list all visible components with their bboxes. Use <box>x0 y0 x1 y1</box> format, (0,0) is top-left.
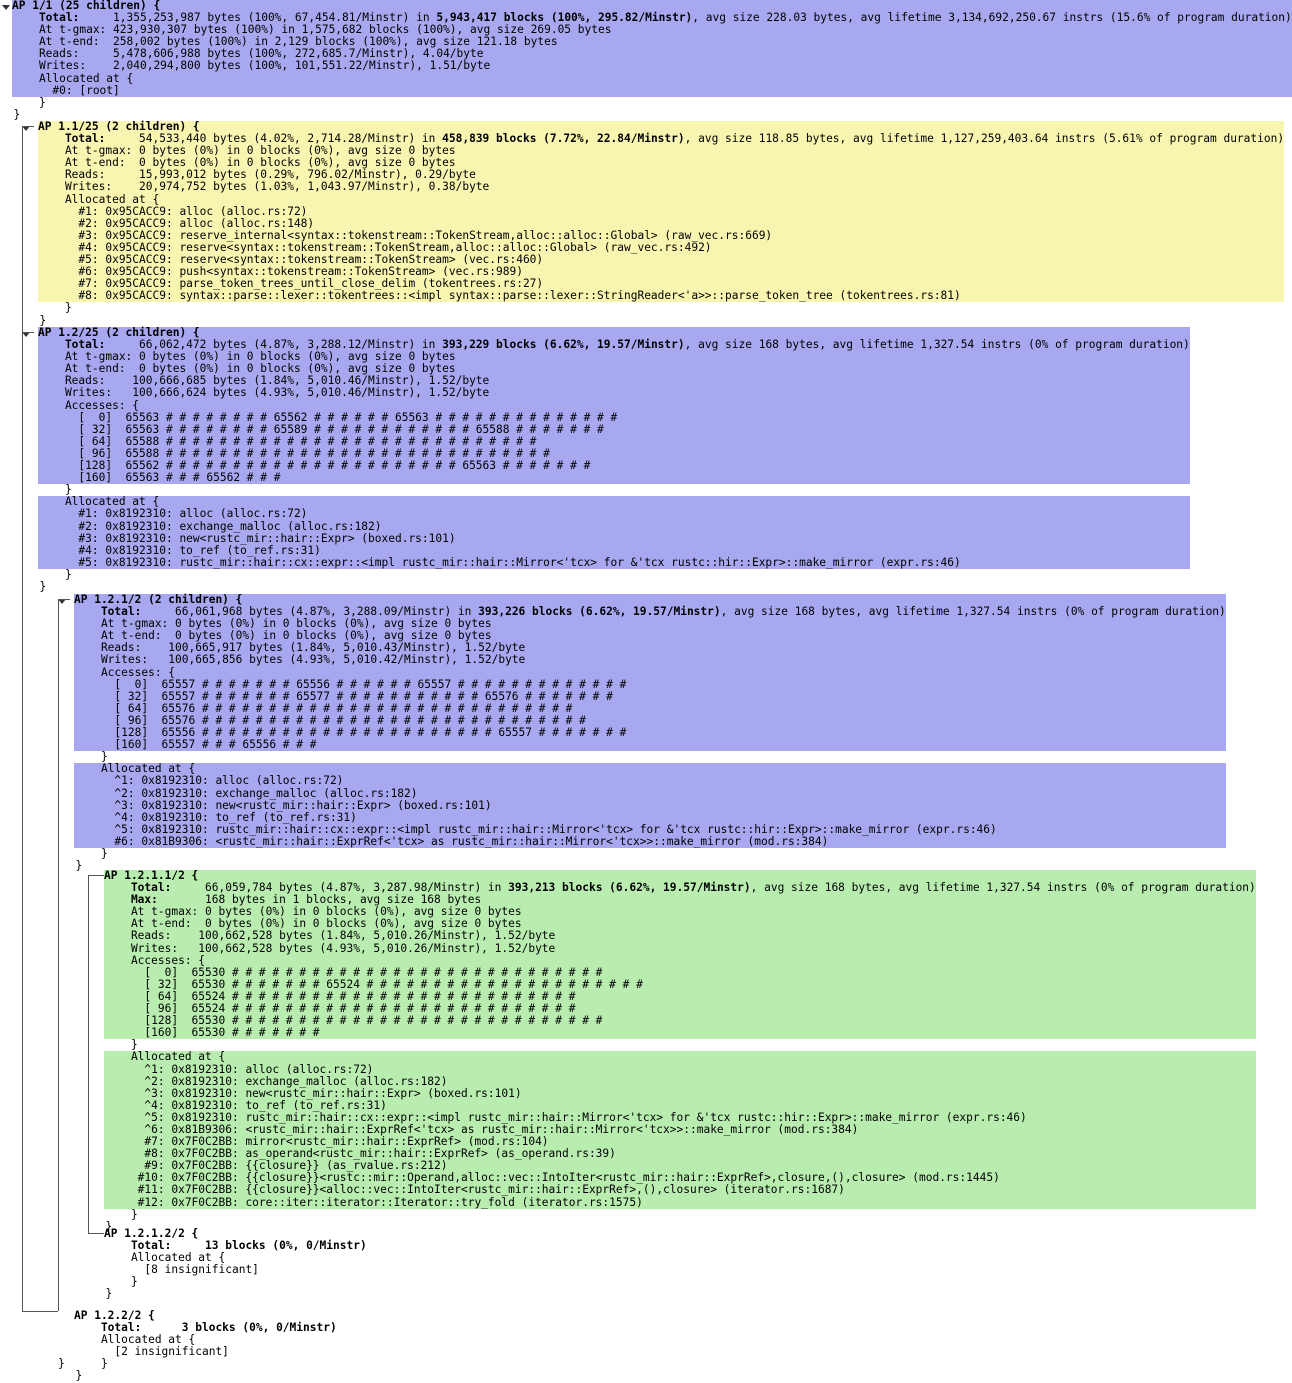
node-line: } <box>92 1287 113 1301</box>
accesses-row: [ 96] 65588 # # # # # # # # # # # # # # # # # # # # # # # # # # # # # <box>38 448 1190 460</box>
node-line: #0: [root] <box>12 85 1292 97</box>
node-line: Allocated at { <box>38 194 1284 206</box>
node-line: ^5: 0x8192310: rustc_mir::hair::cx::expr::<impl rustc_mir::hair::Mirror<'tcx> for &'tcx rustc::hir::Expr>::make_mirror (expr.rs:46) <box>104 1112 1256 1124</box>
node-line: } <box>74 846 108 860</box>
node-line: Accesses: { <box>38 400 1190 412</box>
node-line: ^5: 0x8192310: rustc_mir::hair::cx::expr::<impl rustc_mir::hair::Mirror<'tcx> for &'tcx rustc::hir::Expr>::make_mirror (expr.rs:46) <box>74 824 1226 836</box>
node-line-total: Total: 66,062,472 bytes (4.87%, 3,288.12/Minstr) in 393,229 blocks (6.62%, 19.57/Minstr), avg size 168 bytes, avg lifetime 1,327.54 instrs (0% of program duration) <box>38 338 1190 352</box>
tree-tail-brace <box>58 1358 65 1370</box>
node-line: At t-gmax: 0 bytes (0%) in 0 blocks (0%), avg size 0 bytes <box>38 351 1190 363</box>
accesses-row: [160] 65563 # # # 65562 # # # <box>38 472 1190 484</box>
node-line: ^1: 0x8192310: alloc (alloc.rs:72) <box>74 775 1226 787</box>
node-line: } <box>104 1207 138 1221</box>
tree-node-ap-1-2-1-1-2 <box>88 870 1256 1233</box>
node-line: #10: 0x7F0C2BB: {{closure}}<rustc::mir::Operand,alloc::vec::IntoIter<rustc_mir::hair::ExprRef>,closure,(),closure> (mod.rs:1445) <box>104 1172 1256 1184</box>
collapse-toggle-ap-1-1-25[interactable] <box>22 126 30 131</box>
node-line: Reads: 15,993,012 bytes (0.29%, 796.02/Minstr), 0.29/byte <box>38 169 1284 181</box>
node-line: Writes: 100,665,856 bytes (4.93%, 5,010.42/Minstr), 1.52/byte <box>74 654 1226 666</box>
node-header[interactable]: AP 1.2/25 (2 children) { <box>38 327 1190 339</box>
accesses-row: [ 32] 65530 # # # # # # # 65524 # # # # # # # # # # # # # # # # # # # # # <box>104 979 1256 991</box>
node-line: [8 insignificant] <box>104 1263 259 1277</box>
node-line: ^4: 0x8192310: to_ref (to_ref.rs:31) <box>74 812 1226 824</box>
node-line: Allocated at { <box>104 1051 1256 1063</box>
node-line: } <box>38 483 72 497</box>
node-line: } <box>58 1357 65 1370</box>
node-line: } <box>38 567 72 581</box>
node-line: } <box>26 313 47 327</box>
node-line-total: Total: 66,061,968 bytes (4.87%, 3,288.09/Minstr) in 393,226 blocks (6.62%, 19.57/Minstr), avg size 168 bytes, avg lifetime 1,327.54 instrs (0% of program duration) <box>74 605 1226 619</box>
node-line: #5: 0x95CACC9: reserve<syntax::tokenstream::TokenStream> (vec.rs:460) <box>38 254 1284 266</box>
node-line: Reads: 100,666,685 bytes (1.84%, 5,010.46/Minstr), 1.52/byte <box>38 375 1190 387</box>
accesses-row: [ 0] 65563 # # # # # # # # 65562 # # # # # # 65563 # # # # # # # # # # # # # # <box>38 412 1190 424</box>
node-line: Writes: 20,974,752 bytes (1.03%, 1,043.97/Minstr), 0.38/byte <box>38 181 1284 193</box>
node-line: #2: 0x95CACC9: alloc (alloc.rs:148) <box>38 218 1284 230</box>
node-line: } <box>104 1275 138 1289</box>
node-line: #8: 0x95CACC9: syntax::parse::lexer::tokentrees::<impl syntax::parse::lexer::StringReader<'a>>::parse_token_tree (tokentrees.rs:81) <box>38 290 1284 302</box>
node-header[interactable]: AP 1.2.1.1/2 { <box>104 870 1256 882</box>
node-line-total: Total: 66,059,784 bytes (4.87%, 3,287.98/Minstr) in 393,213 blocks (6.62%, 19.57/Minstr), avg size 168 bytes, avg lifetime 1,327.54 instrs (0% of program duration) <box>104 881 1256 895</box>
node-line: #6: 0x95CACC9: push<syntax::tokenstream::TokenStream> (vec.rs:989) <box>38 266 1284 278</box>
node-line: Allocated at { <box>74 1333 196 1347</box>
tree-node-ap-1-2-2-2 <box>58 1310 337 1383</box>
tree-node-ap-1-2-1-2 <box>58 594 1226 872</box>
node-line: #8: 0x7F0C2BB: as_operand<rustc_mir::hair::ExprRef> (as_operand.rs:39) <box>104 1148 1256 1160</box>
accesses-row: [ 32] 65557 # # # # # # # 65577 # # # # # # # # # # # 65576 # # # # # # # <box>74 691 1226 703</box>
node-header[interactable]: AP 1/1 (25 children) { <box>12 0 1292 12</box>
node-line: At t-gmax: 0 bytes (0%) in 0 blocks (0%), avg size 0 bytes <box>74 618 1226 630</box>
accesses-row: [ 96] 65576 # # # # # # # # # # # # # # # # # # # # # # # # # # # # # <box>74 715 1226 727</box>
node-header[interactable]: AP 1.2.1.2/2 { <box>104 1227 199 1240</box>
node-line: } <box>26 579 47 593</box>
node-line: } <box>38 301 72 315</box>
node-line: At t-gmax: 0 bytes (0%) in 0 blocks (0%), avg size 0 bytes <box>104 906 1256 918</box>
collapse-toggle-ap-1-2-25[interactable] <box>22 332 30 337</box>
node-line: Writes: 100,666,624 bytes (4.93%, 5,010.46/Minstr), 1.52/byte <box>38 387 1190 399</box>
node-line: #11: 0x7F0C2BB: {{closure}}<alloc::vec::IntoIter<rustc_mir::hair::ExprRef>,(),closure> (iterator.rs:1687) <box>104 1184 1256 1196</box>
node-line: #12: 0x7F0C2BB: core::iter::iterator::Iterator::try_fold (iterator.rs:1575) <box>104 1197 1256 1209</box>
tree-node-ap-1-1 <box>0 0 1292 121</box>
node-line: ^3: 0x8192310: new<rustc_mir::hair::Expr> (boxed.rs:101) <box>74 800 1226 812</box>
accesses-row: [ 0] 65557 # # # # # # # 65556 # # # # # # 65557 # # # # # # # # # # # # # <box>74 679 1226 691</box>
node-line: #1: 0x95CACC9: alloc (alloc.rs:72) <box>38 206 1284 218</box>
node-line: #7: 0x95CACC9: parse_token_trees_until_close_delim (tokentrees.rs:27) <box>38 278 1284 290</box>
node-line: } <box>92 1219 113 1233</box>
node-line: At t-end: 0 bytes (0%) in 0 blocks (0%), avg size 0 bytes <box>38 363 1190 375</box>
tree-node-ap-1-2-1-2-2 <box>88 1228 367 1301</box>
node-line: ^2: 0x8192310: exchange_malloc (alloc.rs:182) <box>104 1076 1256 1088</box>
collapse-toggle-ap-1-1[interactable] <box>2 5 10 10</box>
node-line: At t-end: 0 bytes (0%) in 0 blocks (0%), avg size 0 bytes <box>38 157 1284 169</box>
accesses-row: [ 32] 65563 # # # # # # # # 65589 # # # # # # # # # # # # 65588 # # # # # # # <box>38 424 1190 436</box>
node-line: #7: 0x7F0C2BB: mirror<rustc_mir::hair::ExprRef> (mod.rs:104) <box>104 1136 1256 1148</box>
node-header[interactable]: AP 1.2.1/2 (2 children) { <box>74 594 1226 606</box>
node-line: Allocated at { <box>38 496 1190 508</box>
tree-node-ap-1-2-25 <box>22 327 1190 593</box>
accesses-row: [128] 65530 # # # # # # # # # # # # # # # # # # # # # # # # # # # # <box>104 1015 1256 1027</box>
node-line: #3: 0x8192310: new<rustc_mir::hair::Expr> (boxed.rs:101) <box>38 533 1190 545</box>
node-line: Reads: 100,662,528 bytes (1.84%, 5,010.26/Minstr), 1.52/byte <box>104 930 1256 942</box>
node-line: } <box>62 1369 83 1383</box>
node-line: At t-gmax: 423,930,307 bytes (100%) in 1,575,682 blocks (100%), avg size 269.05 bytes <box>12 24 1292 36</box>
node-line-total: Total: 3 blocks (0%, 0/Minstr) <box>74 1321 337 1335</box>
node-line-max: Max: 168 bytes in 1 blocks, avg size 168 bytes <box>104 894 1256 906</box>
node-header[interactable]: AP 1.1/25 (2 children) { <box>38 121 1284 133</box>
node-line: Accesses: { <box>104 955 1256 967</box>
node-line: Reads: 100,665,917 bytes (1.84%, 5,010.43/Minstr), 1.52/byte <box>74 642 1226 654</box>
node-line: ^6: 0x81B9306: <rustc_mir::hair::ExprRef<'tcx> as rustc_mir::hair::Mirror<'tcx>>::make_mirror (mod.rs:384) <box>104 1124 1256 1136</box>
accesses-row: [ 64] 65588 # # # # # # # # # # # # # # # # # # # # # # # # # # # # <box>38 436 1190 448</box>
accesses-row: [160] 65530 # # # # # # # <box>104 1027 1256 1039</box>
node-line: At t-end: 0 bytes (0%) in 0 blocks (0%), avg size 0 bytes <box>74 630 1226 642</box>
accesses-row: [ 64] 65576 # # # # # # # # # # # # # # # # # # # # # # # # # # # # <box>74 703 1226 715</box>
node-line-total: Total: 1,355,253,987 bytes (100%, 67,454.81/Minstr) in 5,943,417 blocks (100%, 295.82/Minstr), avg size 228.03 bytes, avg lifetime 3,134,692,250.67 instrs (15.6% of program duration) <box>12 11 1292 25</box>
node-line: } <box>12 95 46 109</box>
node-line: ^2: 0x8192310: exchange_malloc (alloc.rs:182) <box>74 788 1226 800</box>
collapse-toggle-ap-1-2-1-2[interactable] <box>58 599 66 604</box>
node-line: #9: 0x7F0C2BB: {{closure}} (as_rvalue.rs:212) <box>104 1160 1256 1172</box>
node-header[interactable]: AP 1.2.2/2 { <box>74 1309 155 1322</box>
node-line: Reads: 5,478,606,988 bytes (100%, 272,685.7/Minstr), 4.04/byte <box>12 48 1292 60</box>
node-line: } <box>0 107 21 121</box>
node-line: #5: 0x8192310: rustc_mir::hair::cx::expr::<impl rustc_mir::hair::Mirror<'tcx> for &'tcx rustc::hir::Expr>::make_mirror (expr.rs:46) <box>38 557 1190 569</box>
node-line: #1: 0x8192310: alloc (alloc.rs:72) <box>38 508 1190 520</box>
node-line: Writes: 100,662,528 bytes (4.93%, 5,010.26/Minstr), 1.52/byte <box>104 943 1256 955</box>
node-line: At t-end: 258,002 bytes (100%) in 2,129 blocks (100%), avg size 121.18 bytes <box>12 36 1292 48</box>
node-line: Allocated at { <box>104 1251 226 1265</box>
node-line: ^1: 0x8192310: alloc (alloc.rs:72) <box>104 1064 1256 1076</box>
accesses-row: [128] 65556 # # # # # # # # # # # # # # # # # # # # # # 65557 # # # # # # # <box>74 727 1226 739</box>
accesses-row: [ 64] 65524 # # # # # # # # # # # # # # # # # # # # # # # # # # <box>104 991 1256 1003</box>
node-line: Accesses: { <box>74 667 1226 679</box>
node-line: Allocated at { <box>12 73 1292 85</box>
node-line: ^3: 0x8192310: new<rustc_mir::hair::Expr> (boxed.rs:101) <box>104 1088 1256 1100</box>
tree-node-ap-1-1-25 <box>22 121 1284 327</box>
node-line: [2 insignificant] <box>74 1345 229 1359</box>
node-line-total: Total: 13 blocks (0%, 0/Minstr) <box>104 1239 367 1253</box>
node-line: } <box>74 750 108 764</box>
node-line: #3: 0x95CACC9: reserve_internal<syntax::tokenstream::TokenStream,alloc::alloc::Global> (raw_vec.rs:669) <box>38 230 1284 242</box>
node-line: #4: 0x8192310: to_ref (to_ref.rs:31) <box>38 545 1190 557</box>
node-line: } <box>74 1357 108 1371</box>
node-line-total: Total: 54,533,440 bytes (4.02%, 2,714.28/Minstr) in 458,839 blocks (7.72%, 22.84/Minstr), avg size 118.85 bytes, avg lifetime 1,127,259,403.64 instrs (5.61% of program duration) <box>38 132 1285 146</box>
node-line: ^4: 0x8192310: to_ref (to_ref.rs:31) <box>104 1100 1256 1112</box>
accesses-row: [ 96] 65524 # # # # # # # # # # # # # # # # # # # # # # # # # # <box>104 1003 1256 1015</box>
node-line: } <box>104 1038 138 1052</box>
node-line: Writes: 2,040,294,800 bytes (100%, 101,551.22/Minstr), 1.51/byte <box>12 60 1292 72</box>
guide-horizontal <box>22 1311 58 1312</box>
accesses-row: [ 0] 65530 # # # # # # # # # # # # # # # # # # # # # # # # # # # # <box>104 967 1256 979</box>
node-line: At t-end: 0 bytes (0%) in 0 blocks (0%), avg size 0 bytes <box>104 918 1256 930</box>
node-line: #4: 0x95CACC9: reserve<syntax::tokenstream::TokenStream,alloc::alloc::Global> (raw_vec.rs:492) <box>38 242 1284 254</box>
node-line: Allocated at { <box>74 763 1226 775</box>
node-line: At t-gmax: 0 bytes (0%) in 0 blocks (0%), avg size 0 bytes <box>38 145 1284 157</box>
node-line: #6: 0x81B9306: <rustc_mir::hair::ExprRef<'tcx> as rustc_mir::hair::Mirror<'tcx>>::make_mirror (mod.rs:384) <box>74 836 1226 848</box>
accesses-row: [160] 65557 # # # 65556 # # # <box>74 739 1226 751</box>
node-line: #2: 0x8192310: exchange_malloc (alloc.rs:182) <box>38 521 1190 533</box>
accesses-row: [128] 65562 # # # # # # # # # # # # # # # # # # # # # # 65563 # # # # # # # <box>38 460 1190 472</box>
node-line: } <box>62 859 83 873</box>
